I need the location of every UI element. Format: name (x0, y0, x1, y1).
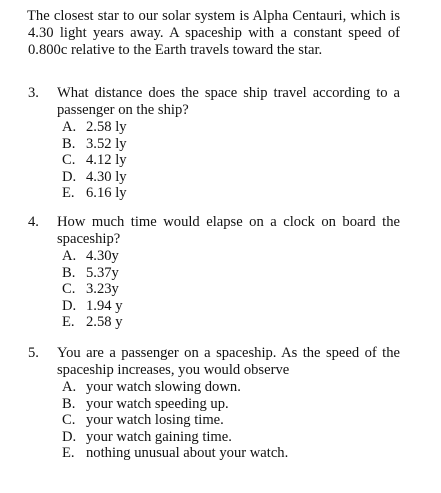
choice-letter: E. (62, 314, 75, 331)
question-number: 5. (28, 345, 39, 361)
choice-letter: C. (62, 152, 76, 169)
choice-text: 3.52 ly (86, 135, 127, 152)
choice-letter: E. (62, 185, 75, 202)
choice-text: 2.58 y (86, 314, 123, 331)
choice-letter: D. (62, 297, 77, 314)
choice-text: 3.23y (86, 281, 119, 298)
choice-text: your watch gaining time. (86, 428, 232, 445)
choice-letter: B. (62, 135, 76, 152)
question-text: How much time would elapse on a clock on board the spaceship? (57, 214, 400, 247)
choice-d (62, 169, 400, 186)
choice-letter: E. (62, 445, 75, 462)
choice-letter: C. (62, 412, 76, 429)
question-3 (28, 85, 400, 202)
choice-text: 4.12 ly (86, 152, 127, 169)
choice-text: 2.58 ly (86, 119, 127, 135)
question-text: You are a passenger on a spaceship. As the speed of the spaceship increases, you would observe (57, 345, 400, 378)
choice-text: your watch speeding up. (86, 395, 229, 412)
choice-text: 6.16 ly (86, 185, 127, 202)
choice-text: your watch losing time. (86, 412, 224, 429)
choice-text: 1.94 y (86, 297, 123, 314)
choice-text: your watch slowing down. (86, 379, 241, 395)
question-4 (28, 214, 400, 331)
choice-letter: B. (62, 264, 76, 281)
choice-e (62, 185, 400, 202)
choice-text: nothing unusual about your watch. (86, 445, 289, 462)
question-text: What distance does the space ship travel according to a passenger on the ship? (57, 85, 400, 118)
choice-text: 4.30y (86, 248, 119, 264)
choice-letter: C. (62, 281, 76, 298)
question-5 (28, 345, 400, 462)
answer-choices (62, 248, 400, 331)
choice-letter: D. (62, 428, 77, 445)
choice-text: 5.37y (86, 264, 119, 281)
choice-letter: D. (62, 168, 77, 185)
answer-choices (62, 379, 400, 462)
choice-text: 4.30 ly (86, 168, 127, 185)
choice-d (62, 429, 400, 446)
intro-paragraph: The closest star to our solar system is Alpha Centauri, which is 4.30 light years away. A spaceship with a constant speed of 0.800c relative to the Earth travels toward the star. (27, 8, 400, 58)
choice-e (62, 445, 400, 462)
question-number: 3. (28, 85, 39, 101)
choice-letter: A. (62, 379, 77, 395)
choice-a (62, 248, 400, 265)
choice-c (62, 281, 400, 298)
choice-letter: A. (62, 119, 77, 135)
choice-e (62, 314, 400, 331)
choice-b (62, 136, 400, 153)
choice-b (62, 265, 400, 282)
choice-a (62, 379, 400, 396)
choice-letter: B. (62, 395, 76, 412)
choice-d (62, 298, 400, 315)
choice-b (62, 396, 400, 413)
choice-c (62, 152, 400, 169)
question-number: 4. (28, 214, 39, 230)
answer-choices (62, 119, 400, 202)
choice-a (62, 119, 400, 136)
choice-letter: A. (62, 248, 77, 264)
choice-c (62, 412, 400, 429)
